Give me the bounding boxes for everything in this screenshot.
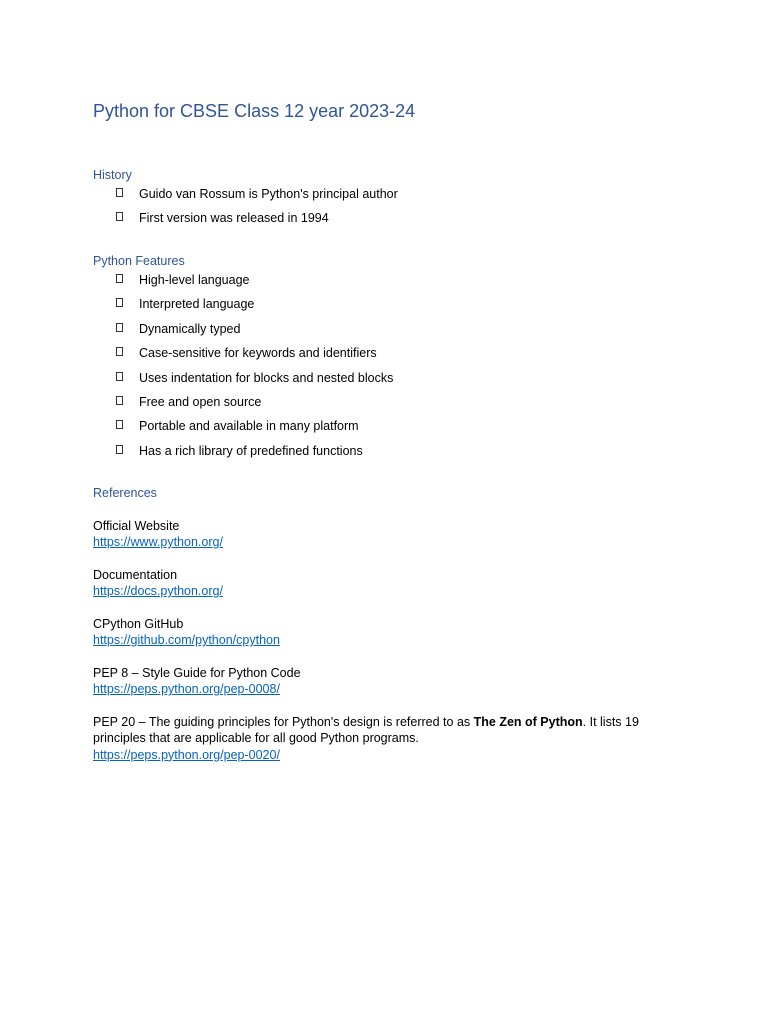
checkbox-bullet-icon xyxy=(116,188,123,197)
reference-pep20 xyxy=(93,714,673,763)
zen-of-python-bold: The Zen of Python xyxy=(473,714,583,729)
references-heading: References xyxy=(93,486,157,500)
checkbox-bullet-icon xyxy=(116,274,123,283)
features-heading: Python Features xyxy=(93,254,185,268)
reference-label: CPython GitHub xyxy=(93,616,184,631)
reference-link[interactable]: https://peps.python.org/pep-0020/ xyxy=(93,747,280,762)
reference-label: Documentation xyxy=(93,567,178,582)
reference-cpython-github xyxy=(93,616,673,649)
checkbox-bullet-icon xyxy=(116,396,123,405)
references-section xyxy=(93,518,673,779)
reference-documentation xyxy=(93,567,673,600)
reference-link[interactable]: https://www.python.org/ xyxy=(93,535,223,550)
checkbox-bullet-icon xyxy=(116,347,123,356)
reference-label: PEP 8 – Style Guide for Python Code xyxy=(93,665,301,680)
checkbox-bullet-icon xyxy=(116,298,123,307)
checkbox-bullet-icon xyxy=(116,323,123,332)
reference-official-website xyxy=(93,518,673,551)
reference-label: Official Website xyxy=(93,519,180,533)
checkbox-bullet-icon xyxy=(116,420,123,429)
reference-link[interactable]: https://github.com/python/cpython xyxy=(93,633,280,648)
pep20-text-after: . It lists 19 principles that are applicable for all good Python programs. xyxy=(93,714,639,746)
checkbox-bullet-icon xyxy=(116,445,123,454)
checkbox-bullet-icon xyxy=(116,372,123,381)
document-title: Python for CBSE Class 12 year 2023-24 xyxy=(93,101,416,121)
reference-link[interactable]: https://peps.python.org/pep-0008/ xyxy=(93,682,280,697)
pep20-paragraph xyxy=(93,714,673,747)
checkbox-bullet-icon xyxy=(116,212,123,221)
reference-link[interactable]: https://docs.python.org/ xyxy=(93,584,223,599)
reference-pep8 xyxy=(93,665,673,698)
pep20-text-before: PEP 20 – The guiding principles for Python's design is referred to as xyxy=(93,714,474,729)
history-heading: History xyxy=(93,168,132,182)
